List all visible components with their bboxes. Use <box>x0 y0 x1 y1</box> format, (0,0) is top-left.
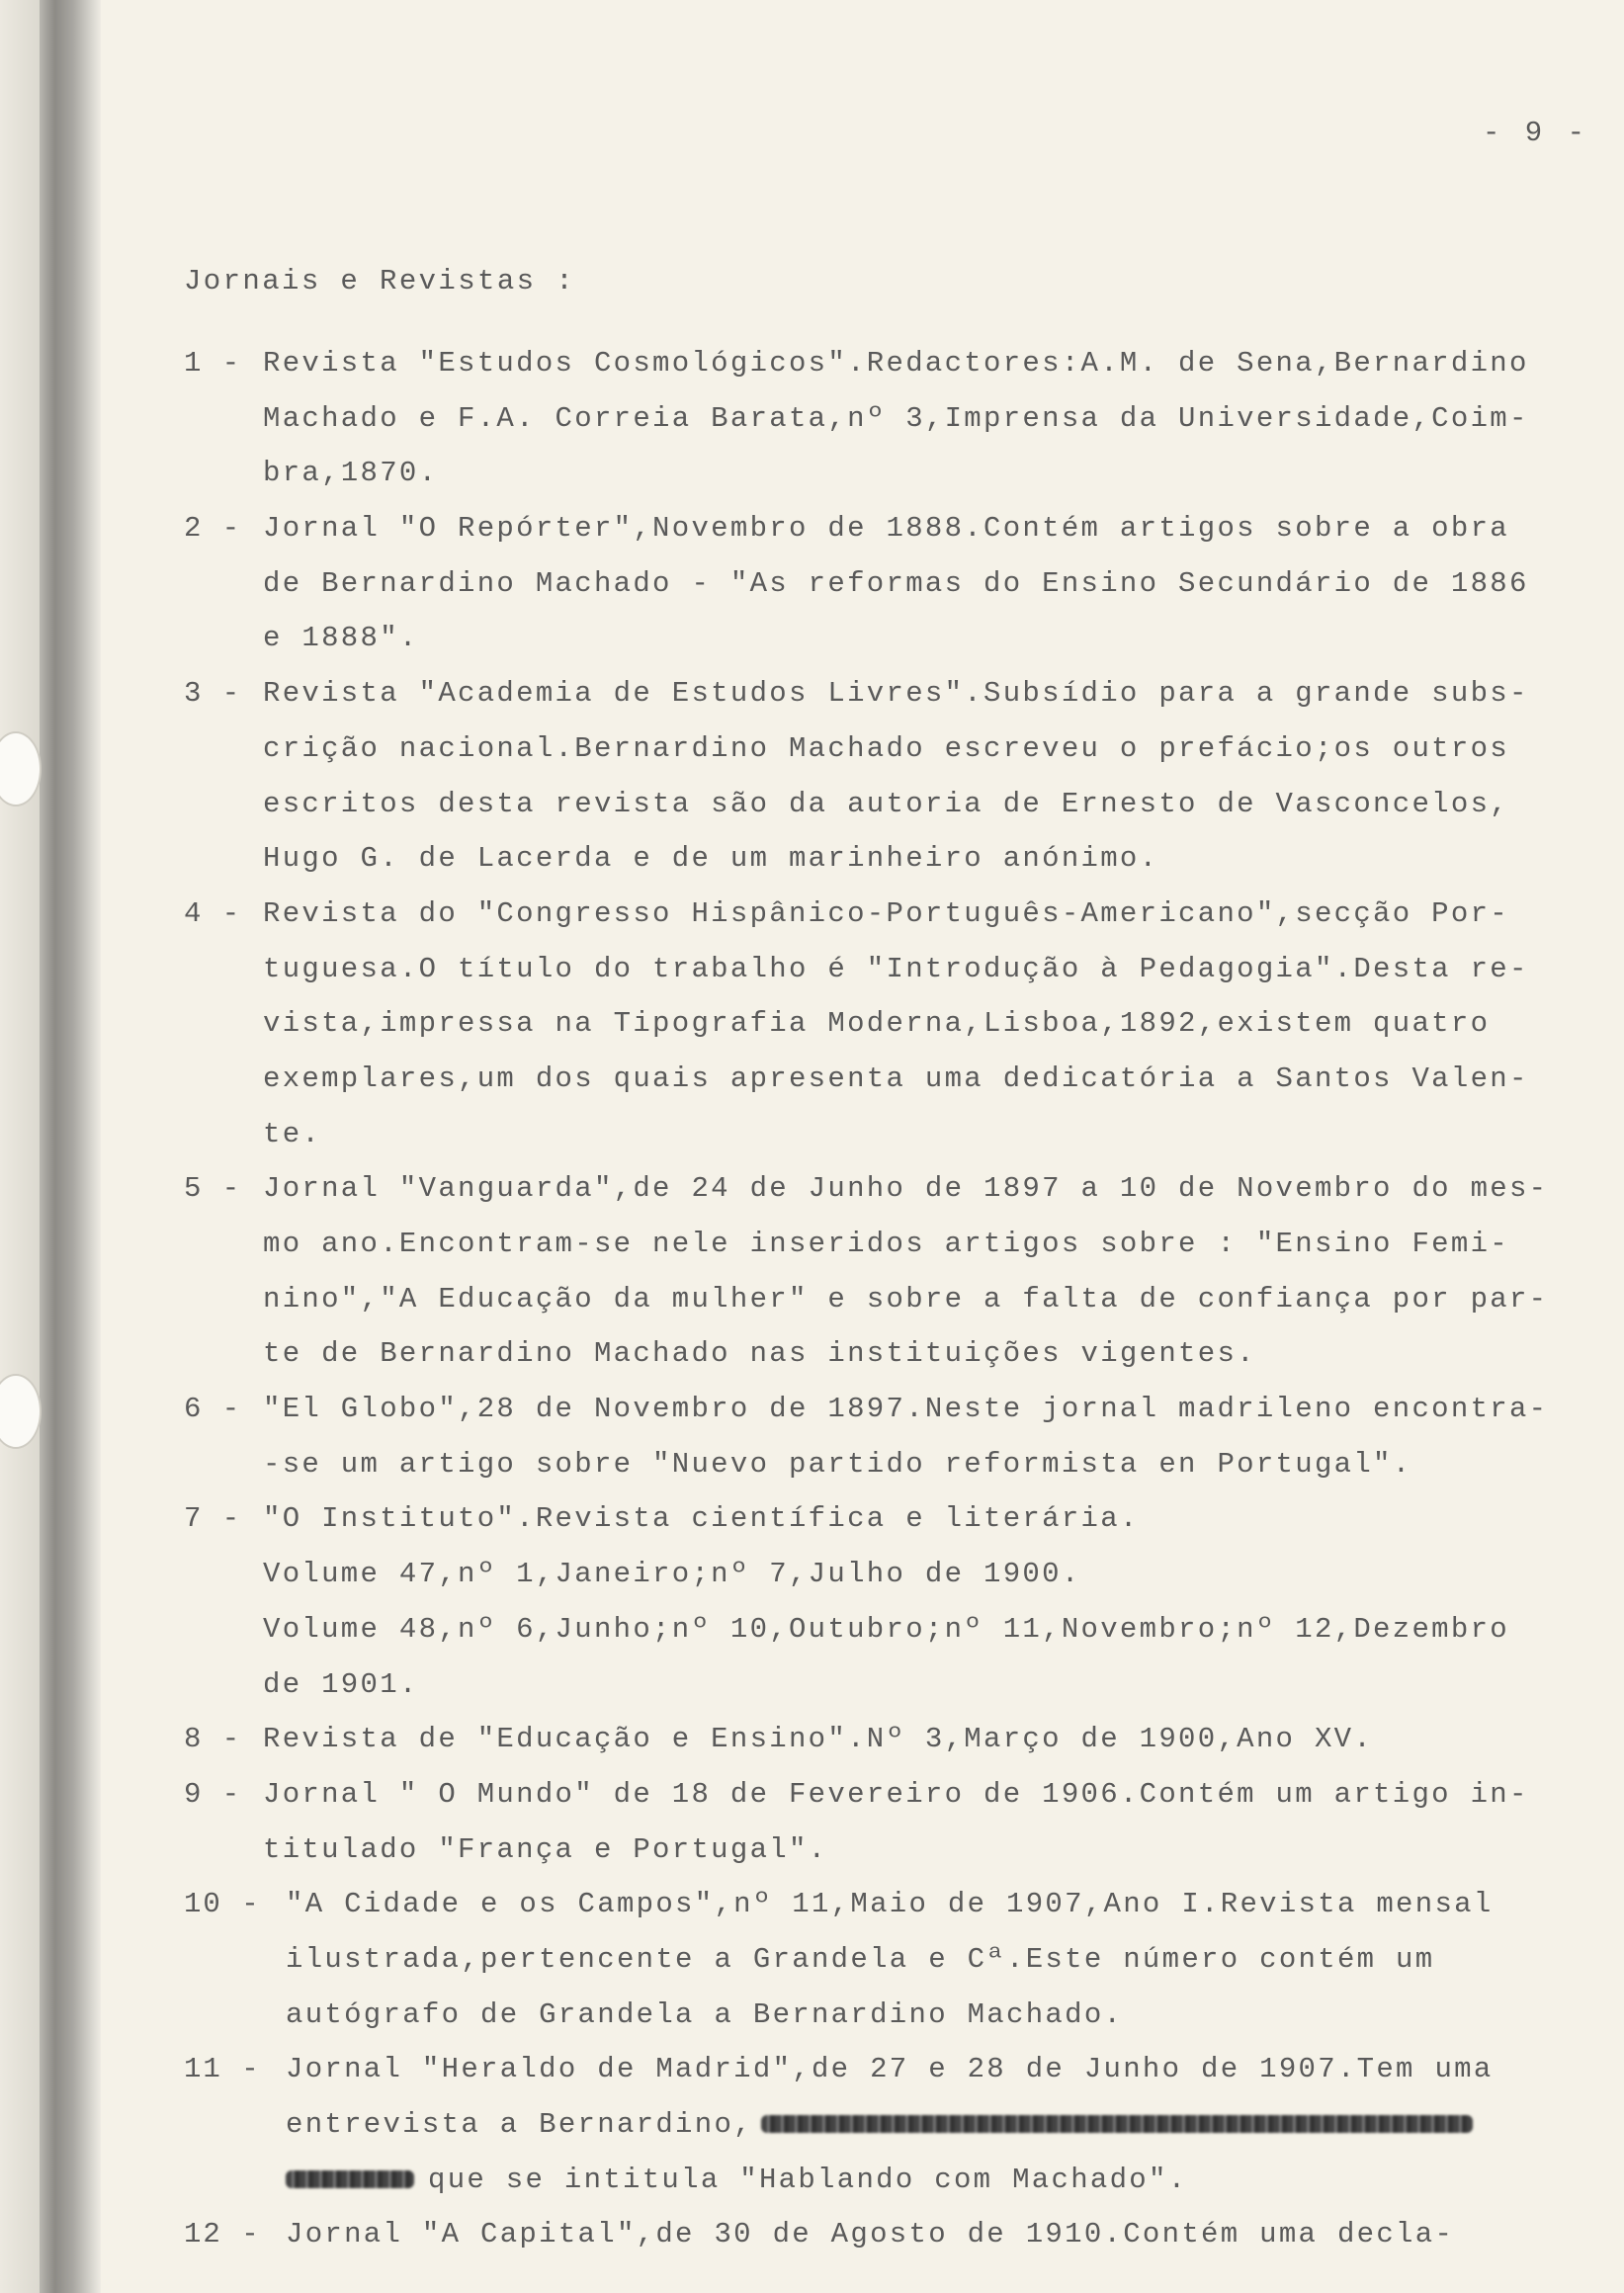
item-line <box>184 391 1568 447</box>
list-item <box>184 2042 1568 2207</box>
line-text: Revista do "Congresso Hispânico-Português-Americano",secção Por- <box>263 896 1509 930</box>
line-text: "O Instituto".Revista científica e literária. <box>263 1502 1140 1536</box>
item-line <box>184 1052 1568 1107</box>
line-text: Jornal " O Mundo" de 18 de Fevereiro de 1906.Contém um artigo in- <box>263 1777 1529 1811</box>
item-line <box>184 1491 1568 1547</box>
item-number: 6 - <box>184 1393 242 1426</box>
struck-out-text <box>286 2170 414 2188</box>
item-line <box>184 1547 1568 1602</box>
list-item <box>184 501 1568 666</box>
item-line <box>184 1988 1568 2043</box>
item-line <box>184 1161 1568 1217</box>
item-line <box>184 887 1568 942</box>
item-line <box>184 1767 1568 1823</box>
item-line <box>184 1272 1568 1327</box>
line-text: crição nacional.Bernardino Machado escreveu o prefácio;os outros <box>263 731 1509 765</box>
item-line <box>184 611 1568 666</box>
line-text: Jornal "Vanguarda",de 24 de Junho de 1897 a 10 de Novembro do mes- <box>263 1172 1549 1206</box>
line-text: te de Bernardino Machado nas instituições vigentes. <box>263 1337 1256 1371</box>
item-number: 4 - <box>184 896 242 930</box>
item-line <box>184 446 1568 501</box>
struck-out-text <box>761 2115 1473 2133</box>
item-line <box>184 2042 1568 2097</box>
line-text: "El Globo",28 de Novembro de 1897.Neste jornal madrileno encontra- <box>263 1393 1549 1426</box>
list-item <box>184 1491 1568 1712</box>
item-number: 7 - <box>184 1502 242 1536</box>
line-text: mo ano.Encontram-se nele inseridos artigos sobre : "Ensino Femi- <box>263 1228 1509 1260</box>
list-item <box>184 336 1568 501</box>
item-number: 8 - <box>184 1723 242 1756</box>
line-text: titulado "França e Portugal". <box>263 1832 828 1866</box>
item-line <box>184 501 1568 556</box>
list-item <box>184 2207 1568 2262</box>
line-text: nino","A Educação da mulher" e sobre a falta de confiança por par- <box>263 1282 1549 1316</box>
line-text: autógrafo de Grandela a Bernardino Machado. <box>286 1997 1124 2031</box>
item-line <box>184 1326 1568 1382</box>
list-item <box>184 1161 1568 1382</box>
item-line <box>184 722 1568 777</box>
line-text: Machado e F.A. Correia Barata,nº 3,Imprensa da Universidade,Coim- <box>263 401 1529 435</box>
line-text: de Bernardino Machado - "As reformas do Ensino Secundário de 1886 <box>263 566 1529 600</box>
item-number: 5 - <box>184 1172 242 1206</box>
item-line <box>184 831 1568 887</box>
line-text: -se um artigo sobre "Nuevo partido reformista en Portugal". <box>263 1447 1412 1481</box>
item-line <box>184 2097 1568 2153</box>
item-line <box>184 1932 1568 1988</box>
line-text: tuguesa.O título do trabalho é "Introdução à Pedagogia".Desta re- <box>263 952 1529 985</box>
list-item <box>184 1767 1568 1877</box>
list-item <box>184 1712 1568 1767</box>
item-number: 2 - <box>184 512 242 546</box>
item-line <box>184 1877 1568 1932</box>
item-number: 12 - <box>184 2218 261 2251</box>
line-text: Jornal "A Capital",de 30 de Agosto de 1910.Contém uma decla- <box>286 2218 1455 2251</box>
item-line <box>184 1382 1568 1437</box>
item-number: 10 - <box>184 1888 261 1921</box>
line-text: ilustrada,pertencente a Grandela e Cª.Este número contém um <box>286 1942 1435 1976</box>
line-text: exemplares,um dos quais apresenta uma dedicatória a Santos Valen- <box>263 1062 1529 1095</box>
line-text: bra,1870. <box>263 457 439 490</box>
line-text: Revista de "Educação e Ensino".Nº 3,Março de 1900,Ano XV. <box>263 1723 1374 1756</box>
item-line <box>184 336 1568 391</box>
line-text: Revista "Academia de Estudos Livres".Subsídio para a grande subs- <box>263 677 1529 711</box>
item-number: 1 - <box>184 347 242 380</box>
item-line <box>184 1602 1568 1657</box>
line-text: e 1888". <box>263 622 419 655</box>
list-item <box>184 887 1568 1161</box>
line-text: Hugo G. de Lacerda e de um marinheiro anónimo. <box>263 842 1159 876</box>
page-edge <box>0 0 40 2293</box>
item-line <box>184 1107 1568 1162</box>
list-item <box>184 1877 1568 2042</box>
item-line <box>184 1712 1568 1767</box>
line-text: vista,impressa na Tipografia Moderna,Lisboa,1892,existem quatro <box>263 1007 1491 1041</box>
item-line <box>184 1657 1568 1713</box>
line-text: que se intitula "Hablando com Machado". <box>428 2163 1188 2196</box>
line-text: escritos desta revista são da autoria de Ernesto de Vasconcelos, <box>263 787 1509 820</box>
item-number: 3 - <box>184 677 242 711</box>
list-item <box>184 666 1568 887</box>
item-number: 9 - <box>184 1777 242 1811</box>
bibliography-list <box>184 336 1568 2262</box>
item-line <box>184 2153 1568 2208</box>
line-text: Jornal "Heraldo de Madrid",de 27 e 28 de Junho de 1907.Tem uma <box>286 2053 1494 2086</box>
item-line <box>184 1437 1568 1492</box>
item-line <box>184 996 1568 1052</box>
list-item <box>184 1382 1568 1491</box>
item-line <box>184 1823 1568 1878</box>
item-line <box>184 2207 1568 2262</box>
item-line <box>184 556 1568 612</box>
item-line <box>184 666 1568 722</box>
line-text: te. <box>263 1117 322 1150</box>
line-text: Volume 48,nº 6,Junho;nº 10,Outubro;nº 11,Novembro;nº 12,Dezembro <box>263 1612 1509 1646</box>
line-text: de 1901. <box>263 1667 419 1701</box>
line-text: Revista "Estudos Cosmológicos".Redactores:A.M. de Sena,Bernardino <box>263 347 1529 380</box>
page-number: - 9 - <box>1483 117 1589 149</box>
item-number: 11 - <box>184 2053 261 2086</box>
line-text: "A Cidade e os Campos",nº 11,Maio de 1907,Ano I.Revista mensal <box>286 1888 1494 1921</box>
line-text: entrevista a Bernardino, <box>286 2108 753 2141</box>
item-line <box>184 942 1568 997</box>
item-line <box>184 1217 1568 1272</box>
line-text: Volume 47,nº 1,Janeiro;nº 7,Julho de 1900. <box>263 1558 1081 1591</box>
binding-strip <box>40 0 101 2293</box>
section-heading: Jornais e Revistas : <box>184 265 576 297</box>
line-text: Jornal "O Repórter",Novembro de 1888.Contém artigos sobre a obra <box>263 512 1509 546</box>
item-line <box>184 777 1568 832</box>
